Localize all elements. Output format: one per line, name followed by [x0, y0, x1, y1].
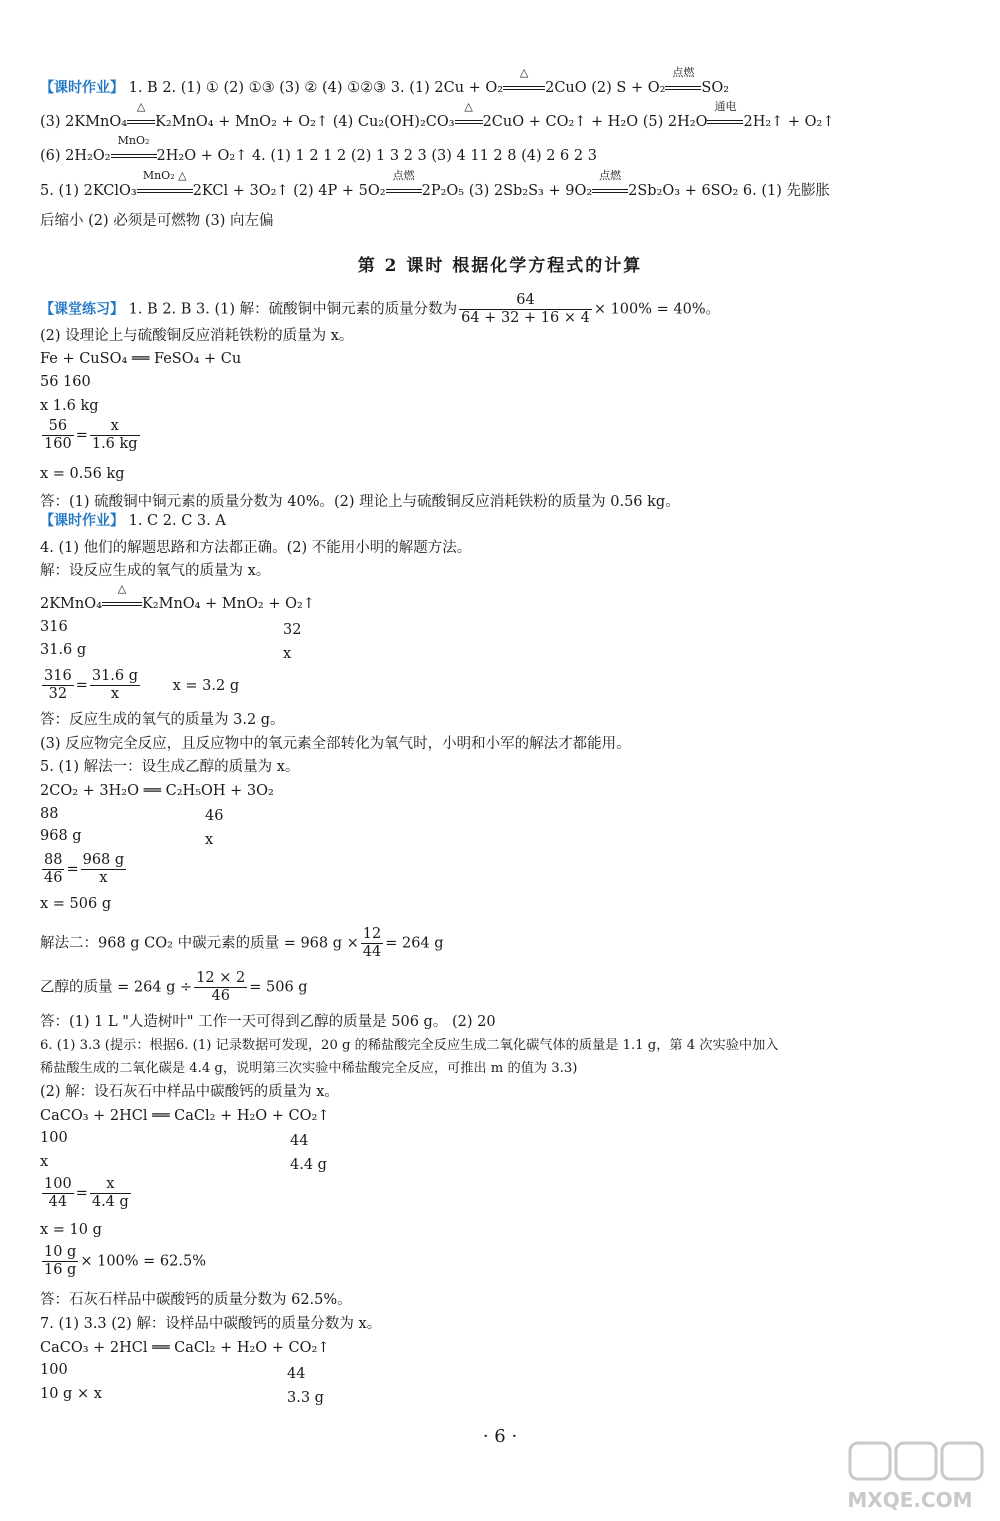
answer-line: 4. (1) 他们的解题思路和方法都正确。(2) 不能用小明的解题方法。	[40, 540, 472, 556]
svg-text:MXQE.COM: MXQE.COM	[847, 1488, 973, 1512]
text: 2P₂O₅ (3) 2Sb₂S₃ + 9O₂	[421, 183, 593, 199]
answer-line: 88	[40, 806, 59, 822]
answer-line: 后缩小 (2) 必须是可燃物 (3) 向左偏	[40, 213, 274, 229]
condition: 点燃	[592, 181, 628, 201]
proportion: $\frac{56}{160}$ = $\frac{x}{1.6 kg}$	[44, 418, 138, 452]
text: (6) 2H₂O₂	[40, 148, 111, 164]
answer-line: 答：(1) 硫酸铜中铜元素的质量分数为 40%。(2) 理论上与硫酸铜反应消耗铁粉的质量为 0.56 kg。	[40, 494, 680, 510]
answer-line: x	[40, 1154, 49, 1170]
answer-line	[40, 169, 831, 201]
proportion: $\frac{88}{46}$ = $\frac{968 g}{x}$	[44, 852, 125, 886]
answer-line: 3.3 g	[287, 1390, 324, 1406]
text: 1. B 2. (1) ① (2) ①③ (3) ② (4) ①②③ 3. (1) 2Cu + O₂	[128, 80, 504, 96]
equation: 2CO₂ + 3H₂O ══ C₂H₅OH + 3O₂	[40, 783, 274, 799]
equation: CaCO₃ + 2HCl ══ CaCl₂ + H₂O + CO₂↑	[40, 1340, 330, 1356]
text: (3) 2KMnO₄	[40, 114, 128, 130]
page-number: · 6 ·	[482, 1426, 518, 1447]
answer-line: x = 0.56 kg	[40, 466, 125, 482]
text: 5. (1) 2KClO₃	[40, 183, 137, 199]
answer-line: x = 10 g	[40, 1222, 102, 1238]
answer-line: x	[205, 832, 214, 848]
condition: △	[503, 78, 545, 98]
watermark-logo-icon	[830, 1437, 990, 1517]
answer-line: 解法二：968 g CO₂ 中碳元素的质量 = 968 g × $\frac{12}{44}$ = 264 g	[40, 926, 444, 960]
answer-line: 4.4 g	[290, 1157, 327, 1173]
answer-line: 10 g × x	[40, 1386, 102, 1402]
section-title: 第 2 课时 根据化学方程式的计算	[357, 256, 643, 276]
answer-line: 乙醇的质量 = 264 g ÷ $\frac{12 \times 2}{46}$ = 506 g	[40, 970, 308, 1004]
text: 2H₂↑ + O₂↑	[743, 114, 835, 130]
answer-line: 6. (1) 3.3 (提示：根据6. (1) 记录数据可发现，20 g 的稀盐酸完全反应生成二氧化碳气体的质量是 1.1 g，第 4 次实验中加入	[40, 1038, 779, 1053]
text: × 100% = 40%。	[593, 301, 721, 318]
condition: MnO₂ △	[137, 181, 193, 201]
equation: CaCO₃ + 2HCl ══ CaCl₂ + H₂O + CO₂↑	[40, 1108, 330, 1124]
proportion: $\frac{316}{32}$ = $\frac{31.6 g}{x}$ x = 3.2 g	[44, 668, 240, 702]
text: 1. B 2. B 3. (1) 解：硫酸铜中铜元素的质量分数为	[128, 301, 458, 318]
answer-line: 316	[40, 619, 68, 635]
condition: MnO₂	[111, 146, 157, 166]
answer-line: 解：设反应生成的氧气的质量为 x。	[40, 563, 271, 579]
text: SO₂	[701, 80, 730, 96]
text: 1. C 2. C 3. A	[128, 513, 226, 529]
condition: △	[455, 112, 483, 132]
text: 2CuO (2) S + O₂	[545, 80, 666, 96]
condition: 点燃	[386, 181, 422, 201]
text: 2Sb₂O₃ + 6SO₂ 6. (1) 先膨胀	[628, 183, 831, 199]
answer-line: 答：(1) 1 L "人造树叶" 工作一天可得到乙醇的质量是 506 g。 (2) 20	[40, 1014, 496, 1030]
answer-line: x 1.6 kg	[40, 398, 99, 414]
answer-line: 32	[283, 622, 302, 638]
answer-line	[40, 100, 835, 132]
answer-line	[40, 134, 597, 166]
answer-line: 968 g	[40, 828, 82, 844]
answer-line: 46	[205, 808, 224, 824]
answer-line: 44	[290, 1133, 309, 1149]
condition: 点燃	[665, 78, 701, 98]
answer-line	[40, 511, 226, 531]
answer-line: 稀盐酸生成的二氧化碳是 4.4 g，说明第三次实验中稀盐酸完全反应，可推出 m 的值为 3.3)	[40, 1061, 578, 1076]
text: 2H₂O + O₂↑ 4. (1) 1 2 1 2 (2) 1 3 2 3 (3) 4 11 2 8 (4) 2 6 2 3	[156, 148, 597, 164]
equation: 2KMnO₄ △ K₂MnO₄ + MnO₂ + O₂↑	[40, 582, 315, 612]
proportion: $\frac{100}{44}$ = $\frac{x}{4.4 g}$	[44, 1176, 129, 1210]
answer-line: $\frac{10 g}{16 g}$ × 100% = 62.5%	[44, 1244, 206, 1278]
section-tag: 【课堂练习】	[40, 301, 124, 318]
text: 2CuO + CO₂↑ + H₂O (5) 2H₂O	[482, 114, 708, 130]
answer-line	[40, 292, 720, 327]
answer-line: x	[283, 646, 292, 662]
answer-line: (2) 设理论上与硫酸铜反应消耗铁粉的质量为 x。	[40, 328, 354, 344]
text: 2KCl + 3O₂↑ (2) 4P + 5O₂	[192, 183, 386, 199]
equation: Fe + CuSO₄ ══ FeSO₄ + Cu	[40, 351, 242, 367]
section-tag: 【课时作业】	[40, 513, 124, 529]
answer-line: 100	[40, 1130, 68, 1146]
answer-line: 31.6 g	[40, 642, 87, 658]
answer-line	[40, 66, 730, 98]
answer-line: 7. (1) 3.3 (2) 解：设样品中碳酸钙的质量分数为 x。	[40, 1316, 382, 1332]
answer-line: 44	[287, 1366, 306, 1382]
condition: △	[127, 112, 155, 132]
answer-line: x = 506 g	[40, 896, 112, 912]
answer-line: (2) 解：设石灰石中样品中碳酸钙的质量为 x。	[40, 1084, 339, 1100]
text: K₂MnO₄ + MnO₂ + O₂↑ (4) Cu₂(OH)₂CO₃	[155, 114, 455, 130]
fraction: $\frac{64}{64 + 32 + 16 \times 4}$	[461, 292, 590, 326]
answer-line: 56 160	[40, 374, 91, 390]
answer-line: 5. (1) 解法一：设生成乙醇的质量为 x。	[40, 759, 300, 775]
answer-line: 答：反应生成的氧气的质量为 3.2 g。	[40, 712, 285, 728]
answer-line: (3) 反应物完全反应，且反应物中的氧元素全部转化为氧气时，小明和小军的解法才都能用。	[40, 736, 631, 752]
condition: 通电	[707, 112, 743, 132]
answer-line: 100	[40, 1362, 68, 1378]
section-tag: 【课时作业】	[40, 80, 124, 96]
answer-line: 答：石灰石样品中碳酸钙的质量分数为 62.5%。	[40, 1292, 352, 1308]
